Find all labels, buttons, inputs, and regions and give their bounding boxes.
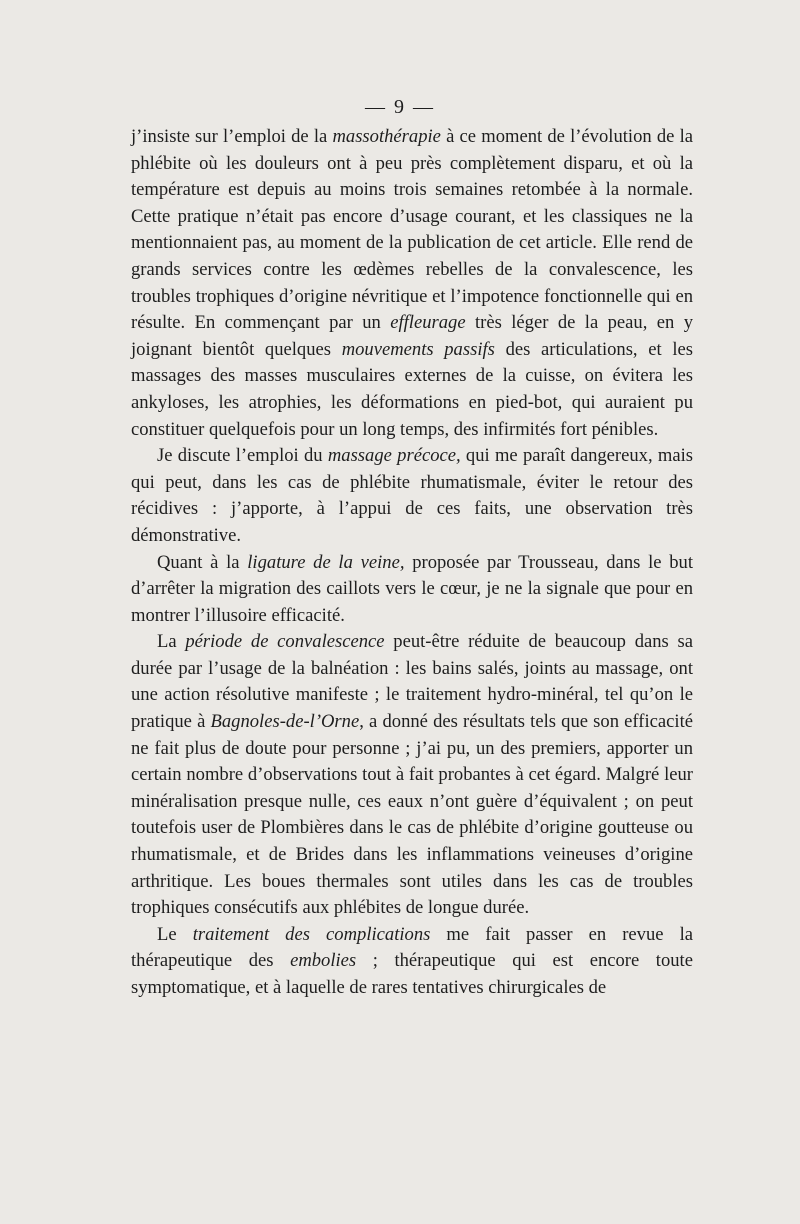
text-run: Le [157, 923, 193, 945]
text-run: qui me paraît dangereux, mais qui peut, dans les cas de phlébite rhumatismale, éviter le retour des récidives : j’apporte, à l’appui de ces faits, une observation très démonstrative. [131, 445, 694, 546]
page-number: — 9 — [365, 96, 435, 118]
text-run: à ce moment de l’évolution de la phlébite où les douleurs ont à peu près complètement disparu, et où la température est depuis au moins trois semaines retombée à la normale. Cette pratique n’était pas encore d’usage courant, et les classiques ne la mentionnaient pas, au moment de la publication de cet article. Elle rend de grands services contre les œdèmes rebelles de la convalescence, les troubles trophiques d’origine névritique et l’impotence fonctionnelle qui en résulte. En commençant par un [131, 126, 693, 334]
text-run: Quant à la [157, 551, 248, 573]
text-run: j’insiste sur l’emploi de la [131, 126, 333, 147]
text-run: proposée par Trousseau, dans le but d’arrêter la migration des caillots vers le cœur, je ne la signale que pour en montrer l’illusoire efficacité. [131, 551, 694, 626]
paragraph [131, 629, 693, 922]
paragraph [131, 922, 693, 1002]
text-run: très léger de la peau, en y joignant bientôt quelques [131, 312, 694, 360]
italic-text: massothérapie [332, 126, 441, 147]
paragraph [131, 550, 693, 630]
body-text [131, 124, 693, 1002]
text-run: , a donné des résultats tels que son efficacité ne fait plus de doute pour personne ; j’ai pu, un des premiers, apporter un certain nombre d’observations tout à fait probantes à cet égard. Malgré leur minéralisation presque nulle, ces eaux n’ont guère d’équivalent ; on peut toutefois user de Plombières dans le cas de phlébite d’origine goutteuse ou rhumatismale, et de Brides dans les inflammations veineuses d’origine arthritique. Les boues thermales sont utiles dans les cas de troubles trophiques consécutifs aux phlébites de longue durée. [131, 711, 693, 919]
italic-text: embolies [290, 950, 357, 972]
italic-text: traitement des complications [192, 923, 431, 945]
text-run: me fait passer en revue la thérapeutique des [131, 923, 693, 972]
text-run: La [157, 631, 186, 653]
italic-text: massage précoce, [327, 445, 461, 467]
paragraph [131, 124, 693, 443]
italic-text: Bagnoles-de-l’Orne [210, 711, 360, 733]
italic-text: mouvements passifs [341, 338, 495, 360]
text-run: ; thérapeutique qui est encore toute symptomatique, et à laquelle de rares tentatives chirurgicales de [131, 950, 693, 998]
text-run: Je discute l’emploi du [157, 445, 328, 467]
italic-text: effleurage [390, 312, 466, 334]
text-run: des articulations, et les massages des masses musculaires externes de la cuisse, on évitera les ankyloses, les atrophies, les déformations en pied-bot, qui auraient pu constituer quelquefois pour un long temps, des infirmités fort pénibles. [131, 338, 693, 440]
italic-text: ligature de la veine, [247, 551, 405, 573]
paragraph [131, 443, 693, 549]
italic-text: période de convalescence [185, 631, 385, 653]
text-run: peut-être réduite de beaucoup dans sa durée par l’usage de la balnéation : les bains salés, joints au massage, ont une action résolutive manifeste ; le traitement hydro-minéral, tel qu’on le pratique à [131, 631, 694, 733]
